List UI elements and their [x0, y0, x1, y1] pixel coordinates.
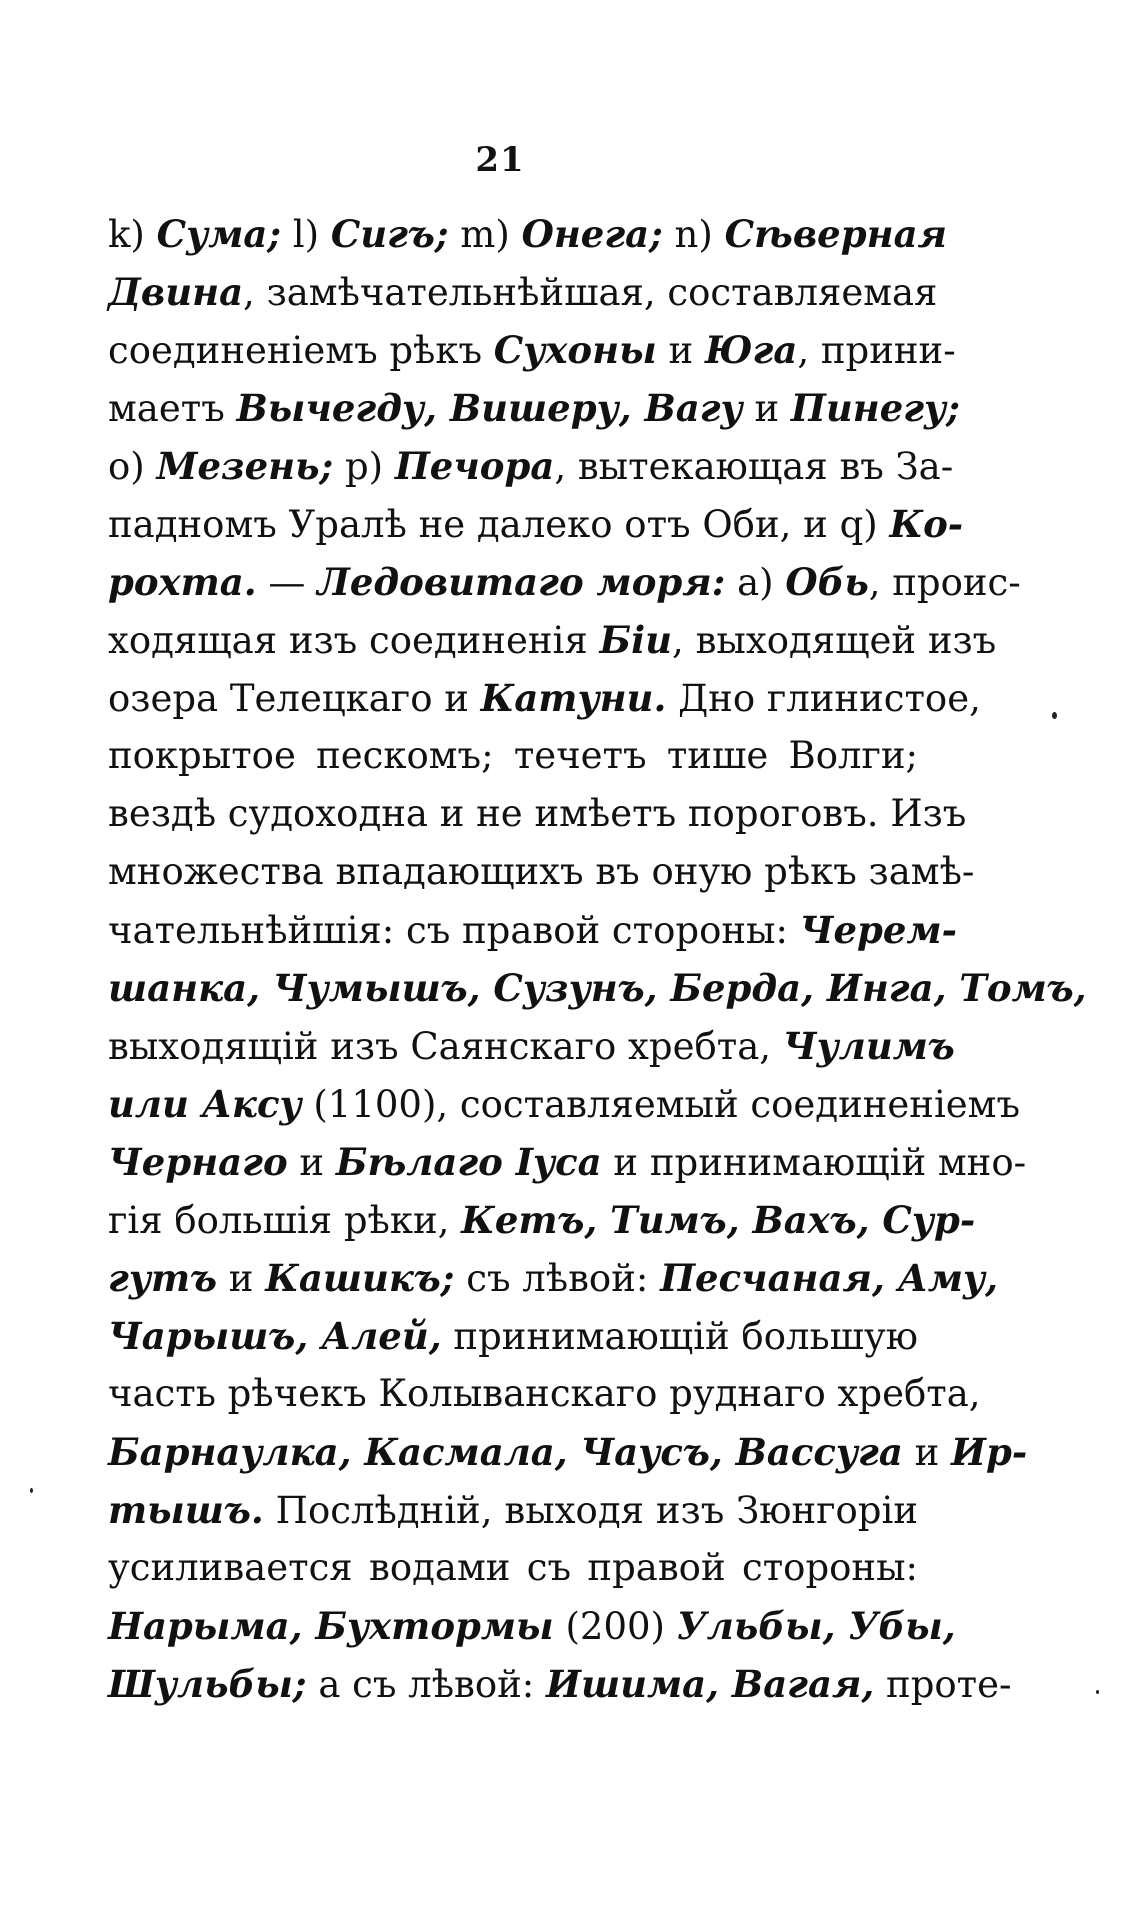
roman-text: (200)	[553, 1605, 677, 1648]
text-line	[108, 1539, 918, 1597]
italic-text: гутъ	[108, 1256, 217, 1300]
italic-text: Ишима, Вагая,	[546, 1662, 875, 1706]
text-line	[108, 1017, 955, 1075]
roman-text: покрытое пескомъ; течетъ тише Волги;	[108, 734, 918, 777]
text-line	[108, 263, 938, 321]
roman-text: проте-	[874, 1663, 1012, 1706]
italic-text: Черем-	[799, 908, 957, 952]
italic-text: Біи	[599, 618, 673, 662]
roman-text: соединеніемъ рѣкъ	[108, 329, 494, 372]
roman-text: a)	[725, 561, 786, 604]
text-line	[108, 1133, 1027, 1191]
roman-text: и	[902, 1431, 952, 1474]
roman-text: , вытекающая въ За-	[554, 445, 954, 488]
italic-text: Двина	[108, 270, 244, 314]
roman-text: принимающій большую	[441, 1315, 919, 1358]
italic-text: Сума;	[156, 212, 282, 256]
roman-text: маетъ	[108, 387, 237, 430]
text-line	[108, 1655, 1012, 1713]
italic-text: Бѣлаго Іуса	[335, 1140, 602, 1184]
italic-text: Катуни.	[480, 676, 667, 720]
italic-text: Нарыма, Бухтормы	[108, 1604, 554, 1648]
text-line	[108, 1423, 1028, 1481]
text-line	[108, 1249, 999, 1307]
text-line	[108, 495, 964, 553]
roman-text: усиливается водами съ правой стороны:	[108, 1546, 918, 1589]
roman-text: n)	[662, 213, 725, 256]
text-line	[108, 843, 975, 901]
text-line	[108, 553, 1021, 611]
text-line	[108, 321, 956, 379]
italic-text: Вычегду, Вишеру, Вагу	[236, 386, 743, 430]
italic-text: Пинегу;	[790, 386, 960, 430]
italic-text: Сухоны	[493, 328, 657, 372]
italic-text: Шульбы;	[108, 1662, 307, 1706]
italic-text: Чарышъ, Алей,	[108, 1314, 442, 1358]
text-line	[108, 1597, 956, 1655]
roman-text: m)	[448, 213, 522, 256]
italic-text: рохта.	[108, 560, 257, 604]
roman-text: l)	[281, 213, 331, 256]
roman-text: гія большія рѣки,	[108, 1199, 462, 1242]
italic-text: Печора	[394, 444, 555, 488]
italic-text: Ульбы, Убы,	[676, 1604, 956, 1648]
text-line	[108, 1191, 976, 1249]
roman-text: чательнѣйшія: съ правой стороны:	[108, 909, 800, 952]
roman-text: , выходящей изъ	[672, 619, 997, 662]
text-line	[108, 727, 918, 785]
text-line	[108, 1481, 918, 1539]
italic-text: Кашикъ;	[265, 1256, 455, 1300]
roman-text: и	[287, 1141, 336, 1184]
text-line	[108, 785, 967, 843]
page-speck	[30, 1488, 33, 1493]
italic-text: Песчаная, Аму,	[660, 1256, 999, 1300]
italic-text: шанка, Чумышъ, Сузунъ, Берда, Инга, Томъ,	[108, 966, 1087, 1010]
italic-text: Обь	[785, 560, 869, 604]
text-line	[108, 669, 981, 727]
roman-text: и	[742, 387, 791, 430]
roman-text: , прини-	[797, 329, 956, 372]
page-speck	[1096, 1690, 1099, 1694]
page-speck	[1052, 712, 1057, 719]
roman-text: , проис-	[868, 561, 1021, 604]
page-number: 21	[475, 140, 525, 180]
roman-text: часть рѣчекъ Колыванскаго руднаго хребта,	[108, 1372, 981, 1415]
roman-text: o)	[108, 445, 157, 488]
roman-text: озера Телецкаго и	[108, 677, 481, 720]
italic-text: Ир-	[951, 1430, 1028, 1474]
roman-text: выходящій изъ Саянскаго хребта,	[108, 1025, 783, 1068]
italic-text: Юга	[704, 328, 798, 372]
italic-text: Онега;	[521, 212, 663, 256]
italic-text: Сигъ;	[330, 212, 449, 256]
italic-text: Чулимъ	[782, 1024, 955, 1068]
roman-text: (1100), составляемый соединеніемъ	[301, 1083, 1021, 1126]
roman-text: падномъ Уралѣ не далеко отъ Оби, и q)	[108, 503, 890, 546]
roman-text: —	[256, 561, 318, 604]
italic-text: Барнаулка, Касмала, Чаусъ, Вассуга	[108, 1430, 903, 1474]
text-line	[108, 437, 954, 495]
roman-text: и принимающій мно-	[601, 1141, 1027, 1184]
roman-text: а съ лѣвой:	[306, 1663, 546, 1706]
roman-text: Послѣдній, выходя изъ Зюнгоріи	[263, 1489, 918, 1532]
text-line	[108, 901, 957, 959]
text-line	[108, 611, 997, 669]
roman-text: съ лѣвой:	[454, 1257, 661, 1300]
roman-text: множества впадающихъ въ оную рѣкъ замѣ-	[108, 850, 975, 893]
italic-text: Кетъ, Тимъ, Вахъ, Сур-	[461, 1198, 976, 1242]
text-line	[108, 1075, 1021, 1133]
roman-text: ходящая изъ соединенія	[108, 619, 600, 662]
text-line	[108, 205, 947, 263]
text-line	[108, 959, 1087, 1017]
italic-text: Сѣверная	[724, 212, 947, 256]
italic-text: тышъ.	[108, 1488, 264, 1532]
body-text	[108, 205, 1087, 1713]
roman-text: , замѣчательнѣйшая, составляемая	[243, 271, 938, 314]
roman-text: и	[656, 329, 705, 372]
roman-text: и	[217, 1257, 266, 1300]
text-line	[108, 379, 960, 437]
italic-text: Мезень;	[156, 444, 334, 488]
italic-text: Ледовитаго моря:	[317, 560, 726, 604]
roman-text: p)	[333, 445, 395, 488]
roman-text: вездѣ судоходна и не имѣетъ пороговъ. Изъ	[108, 792, 967, 835]
text-line	[108, 1365, 981, 1423]
roman-text: k)	[108, 213, 157, 256]
italic-text: Ко-	[889, 502, 964, 546]
italic-text: Чернаго	[108, 1140, 288, 1184]
text-line	[108, 1307, 918, 1365]
roman-text: Дно глинистое,	[666, 677, 981, 720]
italic-text: или Аксу	[108, 1082, 302, 1126]
